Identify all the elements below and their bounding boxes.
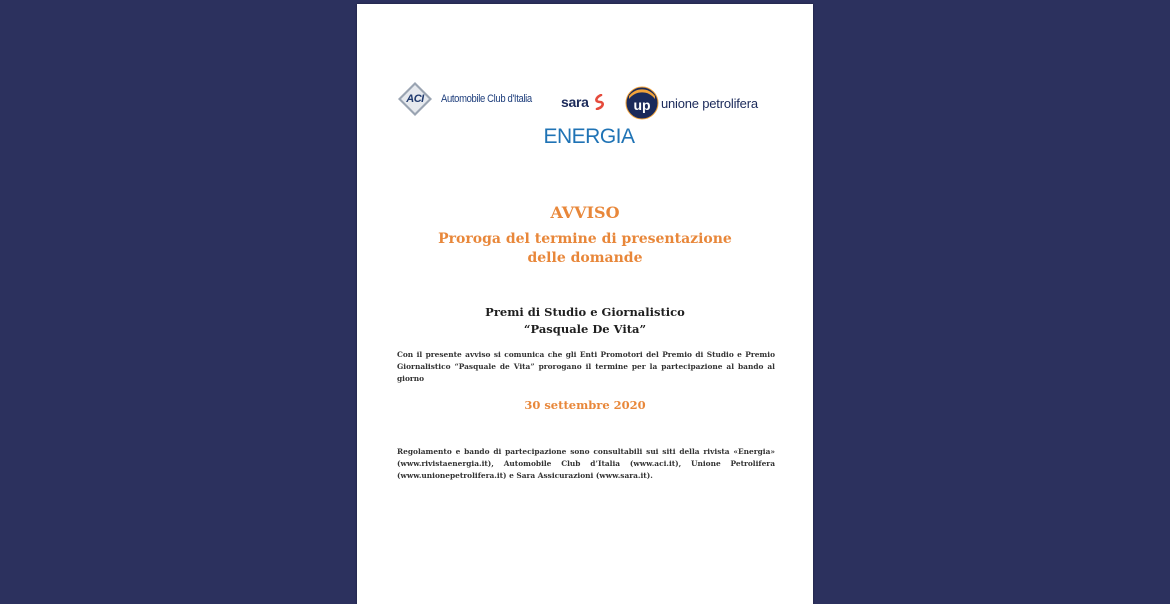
up-circle-icon [625, 86, 659, 120]
up-mark-text: up [633, 96, 651, 113]
prize-line-2: “Pasquale De Vita” [523, 322, 647, 336]
sara-name: sara [561, 94, 589, 110]
deadline-date: 30 settembre 2020 [524, 398, 646, 412]
aci-mark-text: ACI [406, 93, 424, 105]
subtitle-line-2: delle domande [527, 250, 643, 266]
aci-diamond-icon [397, 81, 433, 117]
subtitle-line-1: Proroga del termine di presentazione [438, 231, 732, 247]
sara-logo [561, 94, 606, 110]
prize-heading [357, 304, 813, 338]
aci-name: Automobile Club d'Italia [441, 93, 532, 105]
document-page [357, 4, 813, 604]
prize-line-1: Premi di Studio e Giornalistico [485, 305, 685, 319]
aci-logo [397, 81, 547, 117]
energia-logo: ENERGIA [543, 125, 635, 148]
sara-swirl-icon [592, 94, 606, 110]
unione-petrolifera-logo [625, 86, 758, 120]
notice-title: AVVISO [550, 203, 620, 222]
info-paragraph: Regolamento e bando di partecipazione sono consultabili sui siti della rivista «Energia» (www.rivistaenergia.it), Automobile Club d’Italia (www.aci.it), Unione Petrolifera (www.unionepetrolifera.it) e Sara Assicurazioni (www.sara.it). [397, 447, 775, 480]
up-name: unione petrolifera [661, 95, 758, 111]
notice-subtitle [357, 230, 813, 268]
announcement-paragraph: Con il presente avviso si comunica che gli Enti Promotori del Premio di Studio e Premio Giornalistico “Pasquale de Vita” prorogano il termine per la partecipazione al bando al giorno [397, 350, 775, 383]
